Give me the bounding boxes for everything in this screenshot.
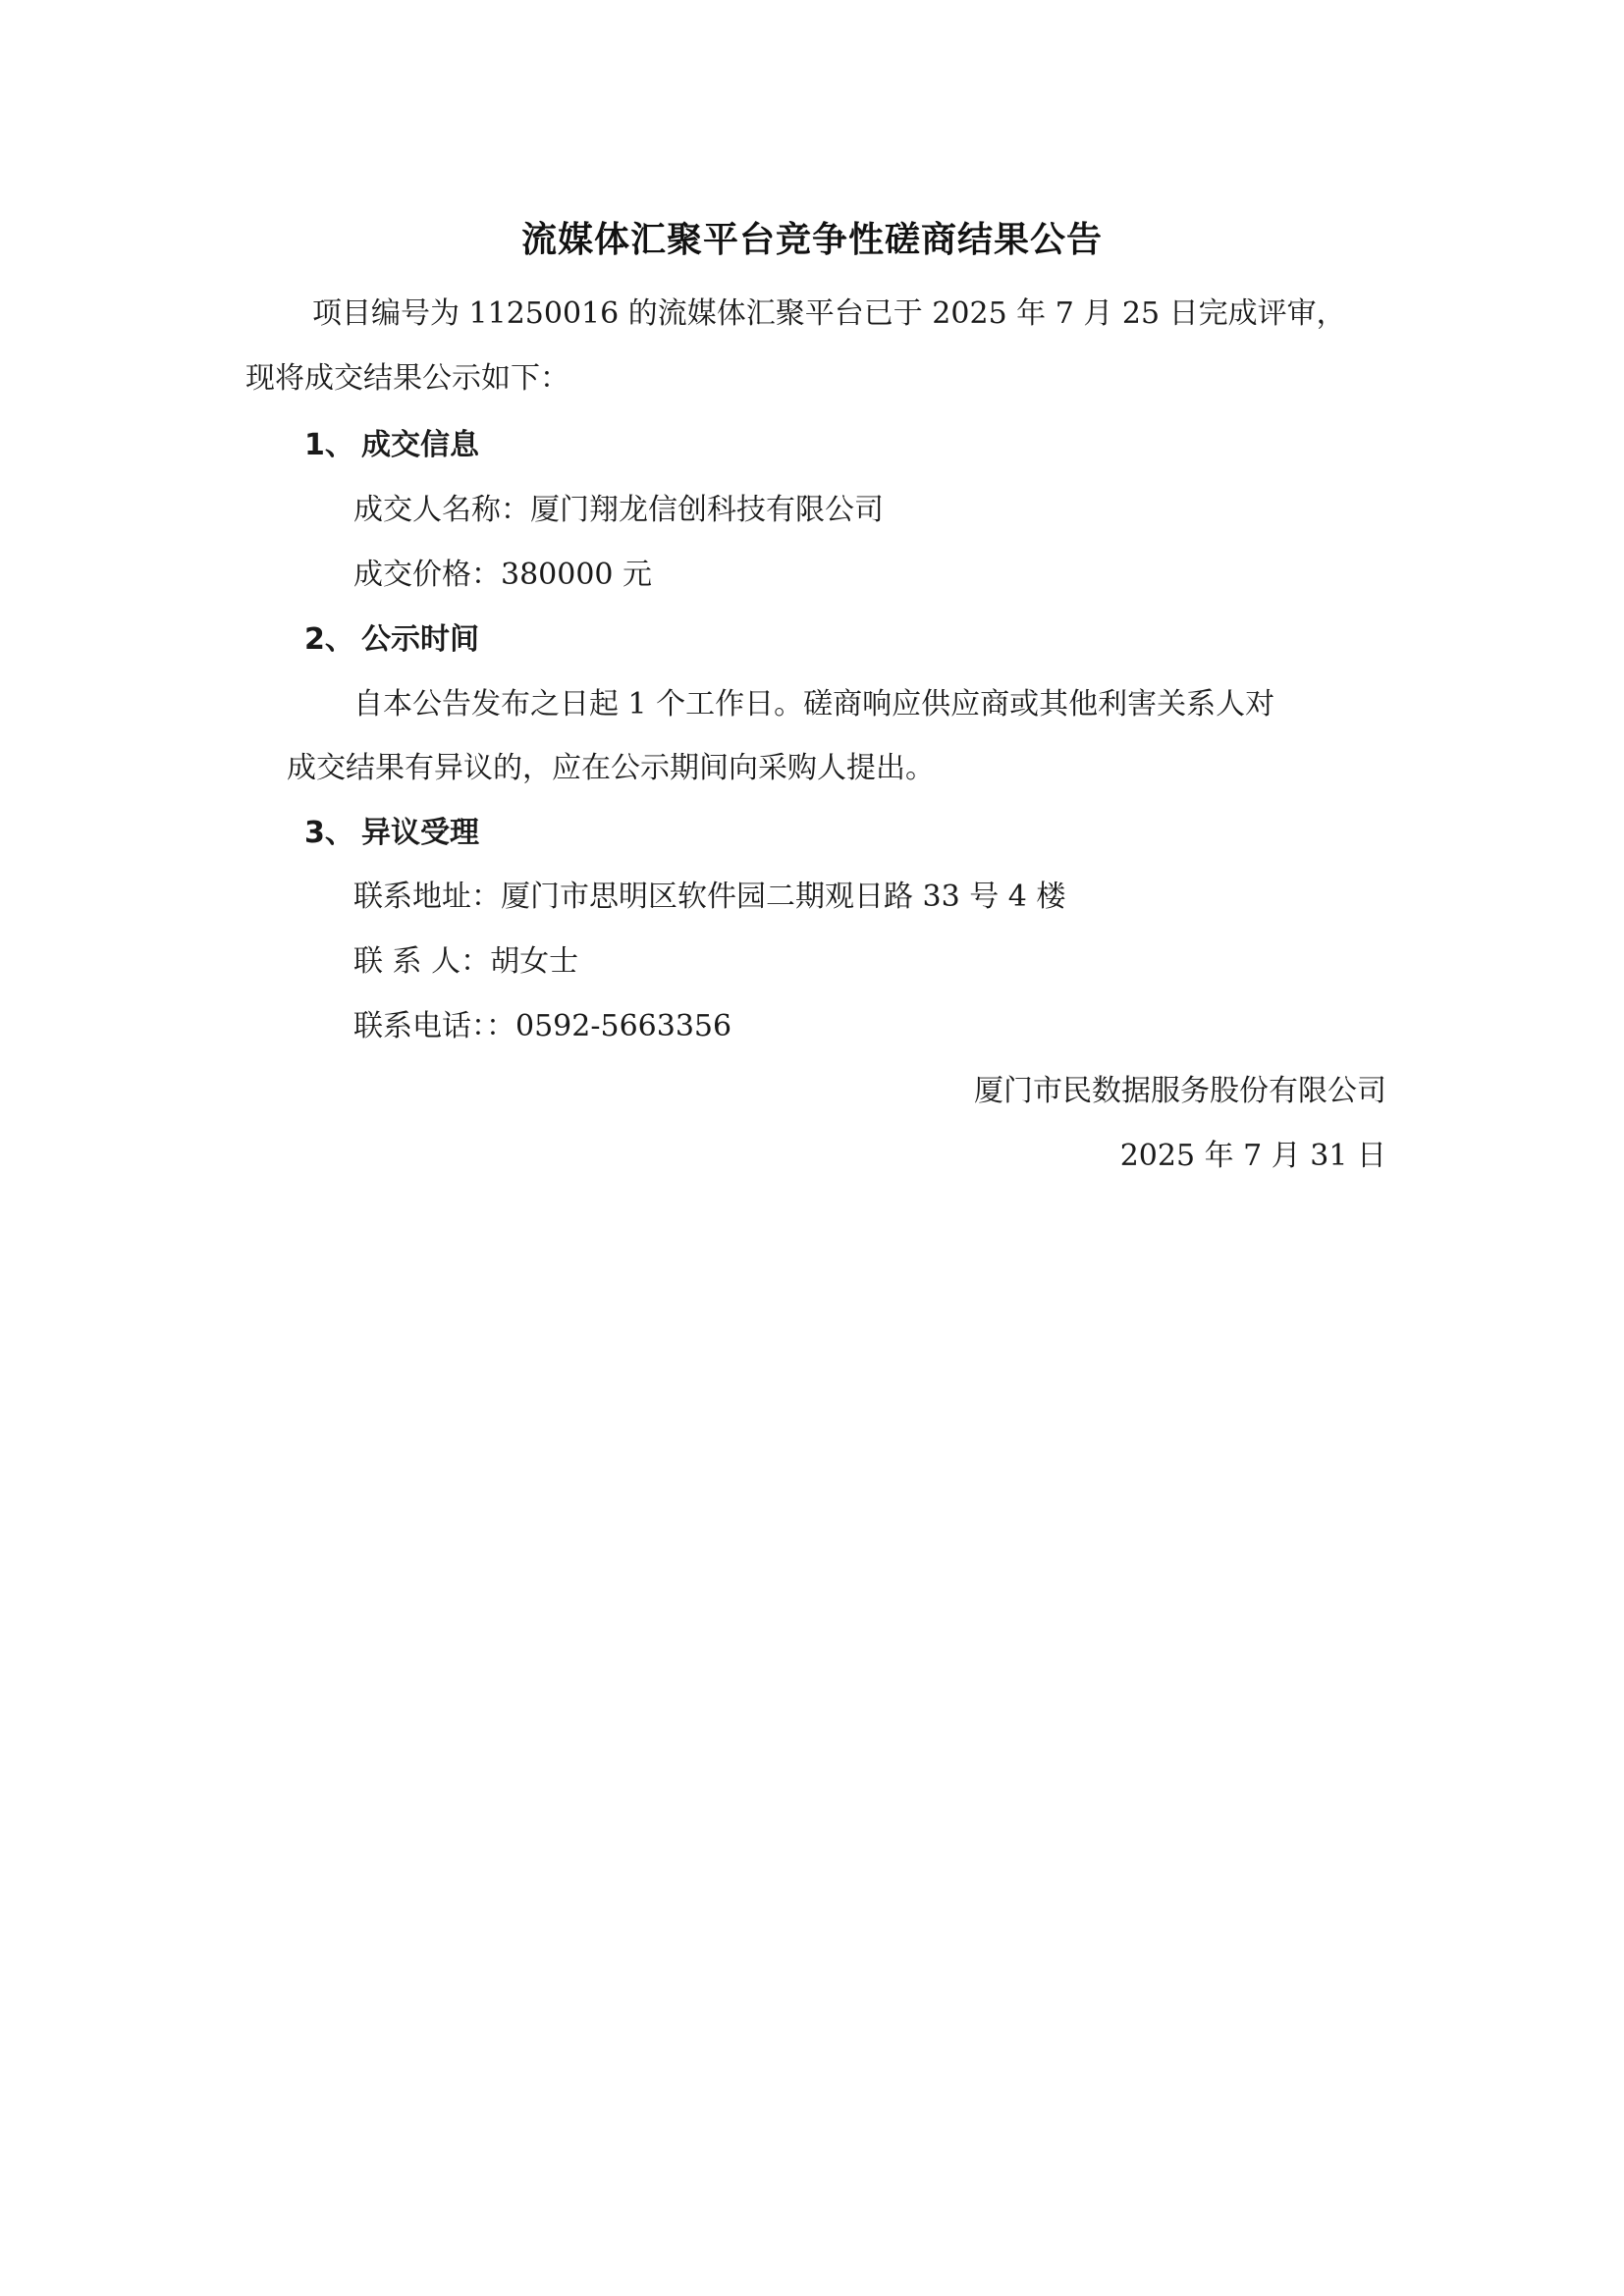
section-title: 异议受理 [361,816,479,850]
publicity-period-line-1: 自本公告发布之日起 1 个工作日。磋商响应供应商或其他利害关系人对 [353,687,1275,721]
contact-person-line: 联 系 人：胡女士 [353,944,579,979]
section-number: 1、 [304,428,354,462]
section-3-heading [304,814,479,853]
intro-line-1: 项目编号为 11250016 的流媒体汇聚平台已于 2025 年 7 月 25 日完成评审， [312,296,1346,331]
signature-date: 2025 年 7 月 31 日 [1119,1139,1386,1173]
winner-price-line: 成交价格：380000 元 [353,558,653,592]
section-title: 公示时间 [361,622,479,657]
contact-phone-line: 联系电话：：0592-5663356 [353,1009,732,1043]
section-2-heading [304,620,479,660]
intro-line-2: 现将成交结果公示如下： [245,361,569,396]
winner-name-line: 成交人名称：厦门翔龙信创科技有限公司 [353,493,884,527]
section-1-heading [304,426,479,465]
publicity-period-line-2: 成交结果有异议的，应在公示期间向采购人提出。 [287,751,935,785]
section-number: 2、 [304,622,354,657]
signature-organization: 厦门市民数据服务股份有限公司 [974,1074,1386,1108]
contact-address-line: 联系地址：厦门市思明区软件园二期观日路 33 号 4 楼 [353,880,1066,914]
section-title: 成交信息 [361,428,479,462]
section-number: 3、 [304,816,354,850]
document-title: 流媒体汇聚平台竞争性磋商结果公告 [520,220,1103,260]
